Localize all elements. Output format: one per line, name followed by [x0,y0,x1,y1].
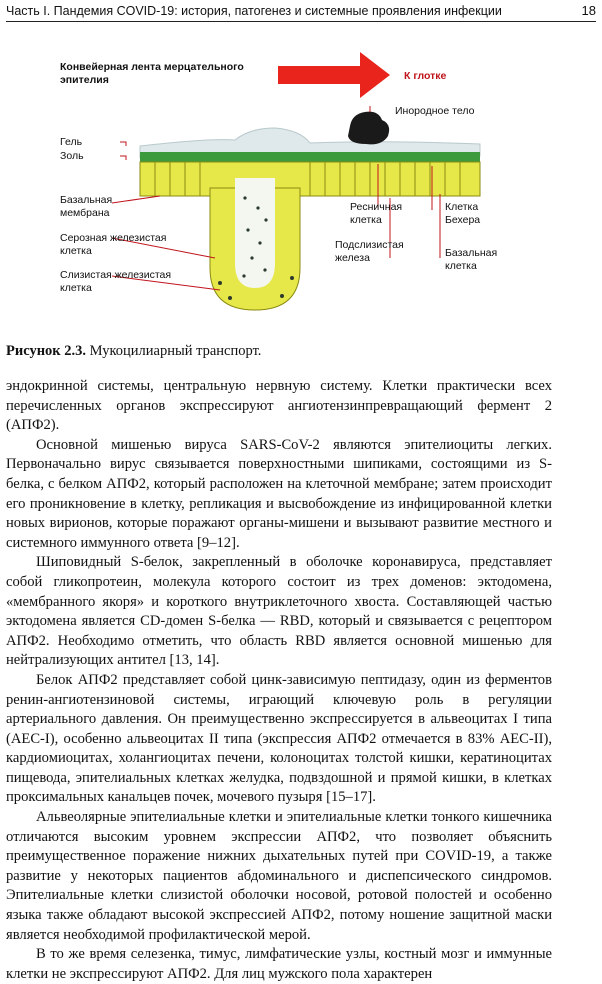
label-foreign-body: Инородное тело [395,105,475,117]
header-title: Часть I. Пандемия COVID-19: история, патогенез и системные проявления инфекции [6,4,502,18]
paragraph: Альвеолярные эпителиальные клетки и эпителиальные клетки тонкого кишечника отличаются высоким уровнем экспрессии АПФ2, что позволяет объяснить преимущественное поражение нижних дыхательных путей при COVID-19, а также развитие у некоторых пациентов абдоминального и диспепсического синдромов. Эпителиальные клетки слизистой оболочки носовой, ротовой полостей и особенно языка также обладают высокой экспрессией АПФ2, потому ношение защитной маски является необходимой профилактической мерой. [6,809,552,943]
paragraph: Белок АПФ2 представляет собой цинк-зависимую пептидазу, один из ферментов ренин-ангиотензиновой системы, играющий ключевую роль в регуляции артериального давления. Он преимущественно экспрессируется в альвеоцитах I типа (AEC-I), особенно альвеоцитах II типа (экспрессия АПФ2 отмечается в 83% AEC-II), кардиомиоцитах, холангиоцитах печени, колоноцитах толстой кишки, кератиноцитах пищевода, эпителиальных клетках желудка, подвздошной и прямой кишки, в клетках проксимальных канальцев почек, мочевого пузыря [15–17]. [6,671,552,806]
gland-lumen [235,178,275,288]
label-serous-2: клетка [60,245,92,257]
paragraph: В то же время селезенка, тимус, лимфатические узлы, костный мозг и иммунные клетки не экспрессируют АПФ2. Для лиц мужского пола характерен [6,946,552,982]
paragraph: Шиповидный S-белок, закрепленный в оболочке коронавируса, представляет собой гликопротеин, молекула которого состоит из трех доменов: эктодомена, «мембранного якоря» и короткого внутриклеточного хвоста. Составляющей частью эктодомена является CD-домен S-белка — RBD, который и связывается с рецептором АПФ2. Необходимо отметить, что область RBD является основной мишенью для нейтрализующих антител [13, 14]. [6,554,552,669]
label-goblet-2: Бехера [445,214,481,226]
label-serous-1: Серозная железистая [60,232,167,244]
label-ciliated-2: клетка [350,214,382,226]
label-goblet-1: Клетка [445,201,479,213]
label-conveyor-1: Конвейерная лента мерцательного [60,61,244,73]
caption-label: Рисунок 2.3. [6,343,87,359]
label-basal-cell-1: Базальная [445,247,498,259]
mucociliary-diagram [60,48,498,328]
label-to-throat: К глотке [404,70,447,82]
label-basal-membrane-2: мембрана [60,207,110,219]
paragraph: эндокринной системы, центральную нервную систему. Клетки практически всех перечисленных органов экспрессируют ангиотензинпревращающий фермент 2 (АПФ2). [6,378,552,434]
label-submucous-2: железа [335,252,370,264]
mucociliary-figure [60,48,498,328]
paragraph: Основной мишенью вируса SARS-CoV-2 являются эпителиоциты легких. Первоначально вирус связывается поверхностными шипиками, состоящими из S-белка, с белком АПФ2, который расположен на клеточной мембране; затем происходит его проникновение в клетку, репликация и высвобождение из инфицированной клетки новых вирионов, которые поражают органы-мишени и вызывают развитие местного и системного иммунного ответа [9–12]. [6,436,552,551]
label-mucous-2: клетка [60,282,92,294]
caption-text: Мукоцилиарный транспорт. [86,343,262,359]
label-gel: Гель [60,136,83,148]
label-basal-membrane-1: Базальная [60,194,113,206]
label-mucous-1: Слизистая железистая [60,269,172,281]
running-header [6,2,596,22]
page-number: 18 [581,3,596,18]
foreign-body [348,112,389,145]
label-conveyor-2: эпителия [60,74,109,86]
label-ciliated-1: Ресничная [350,201,403,213]
label-basal-cell-2: клетка [445,260,477,272]
label-sol: Золь [60,150,84,162]
figure-caption [6,343,261,360]
label-submucous-1: Подслизистая [335,239,404,251]
direction-arrow [278,52,390,98]
body-text [6,377,552,984]
